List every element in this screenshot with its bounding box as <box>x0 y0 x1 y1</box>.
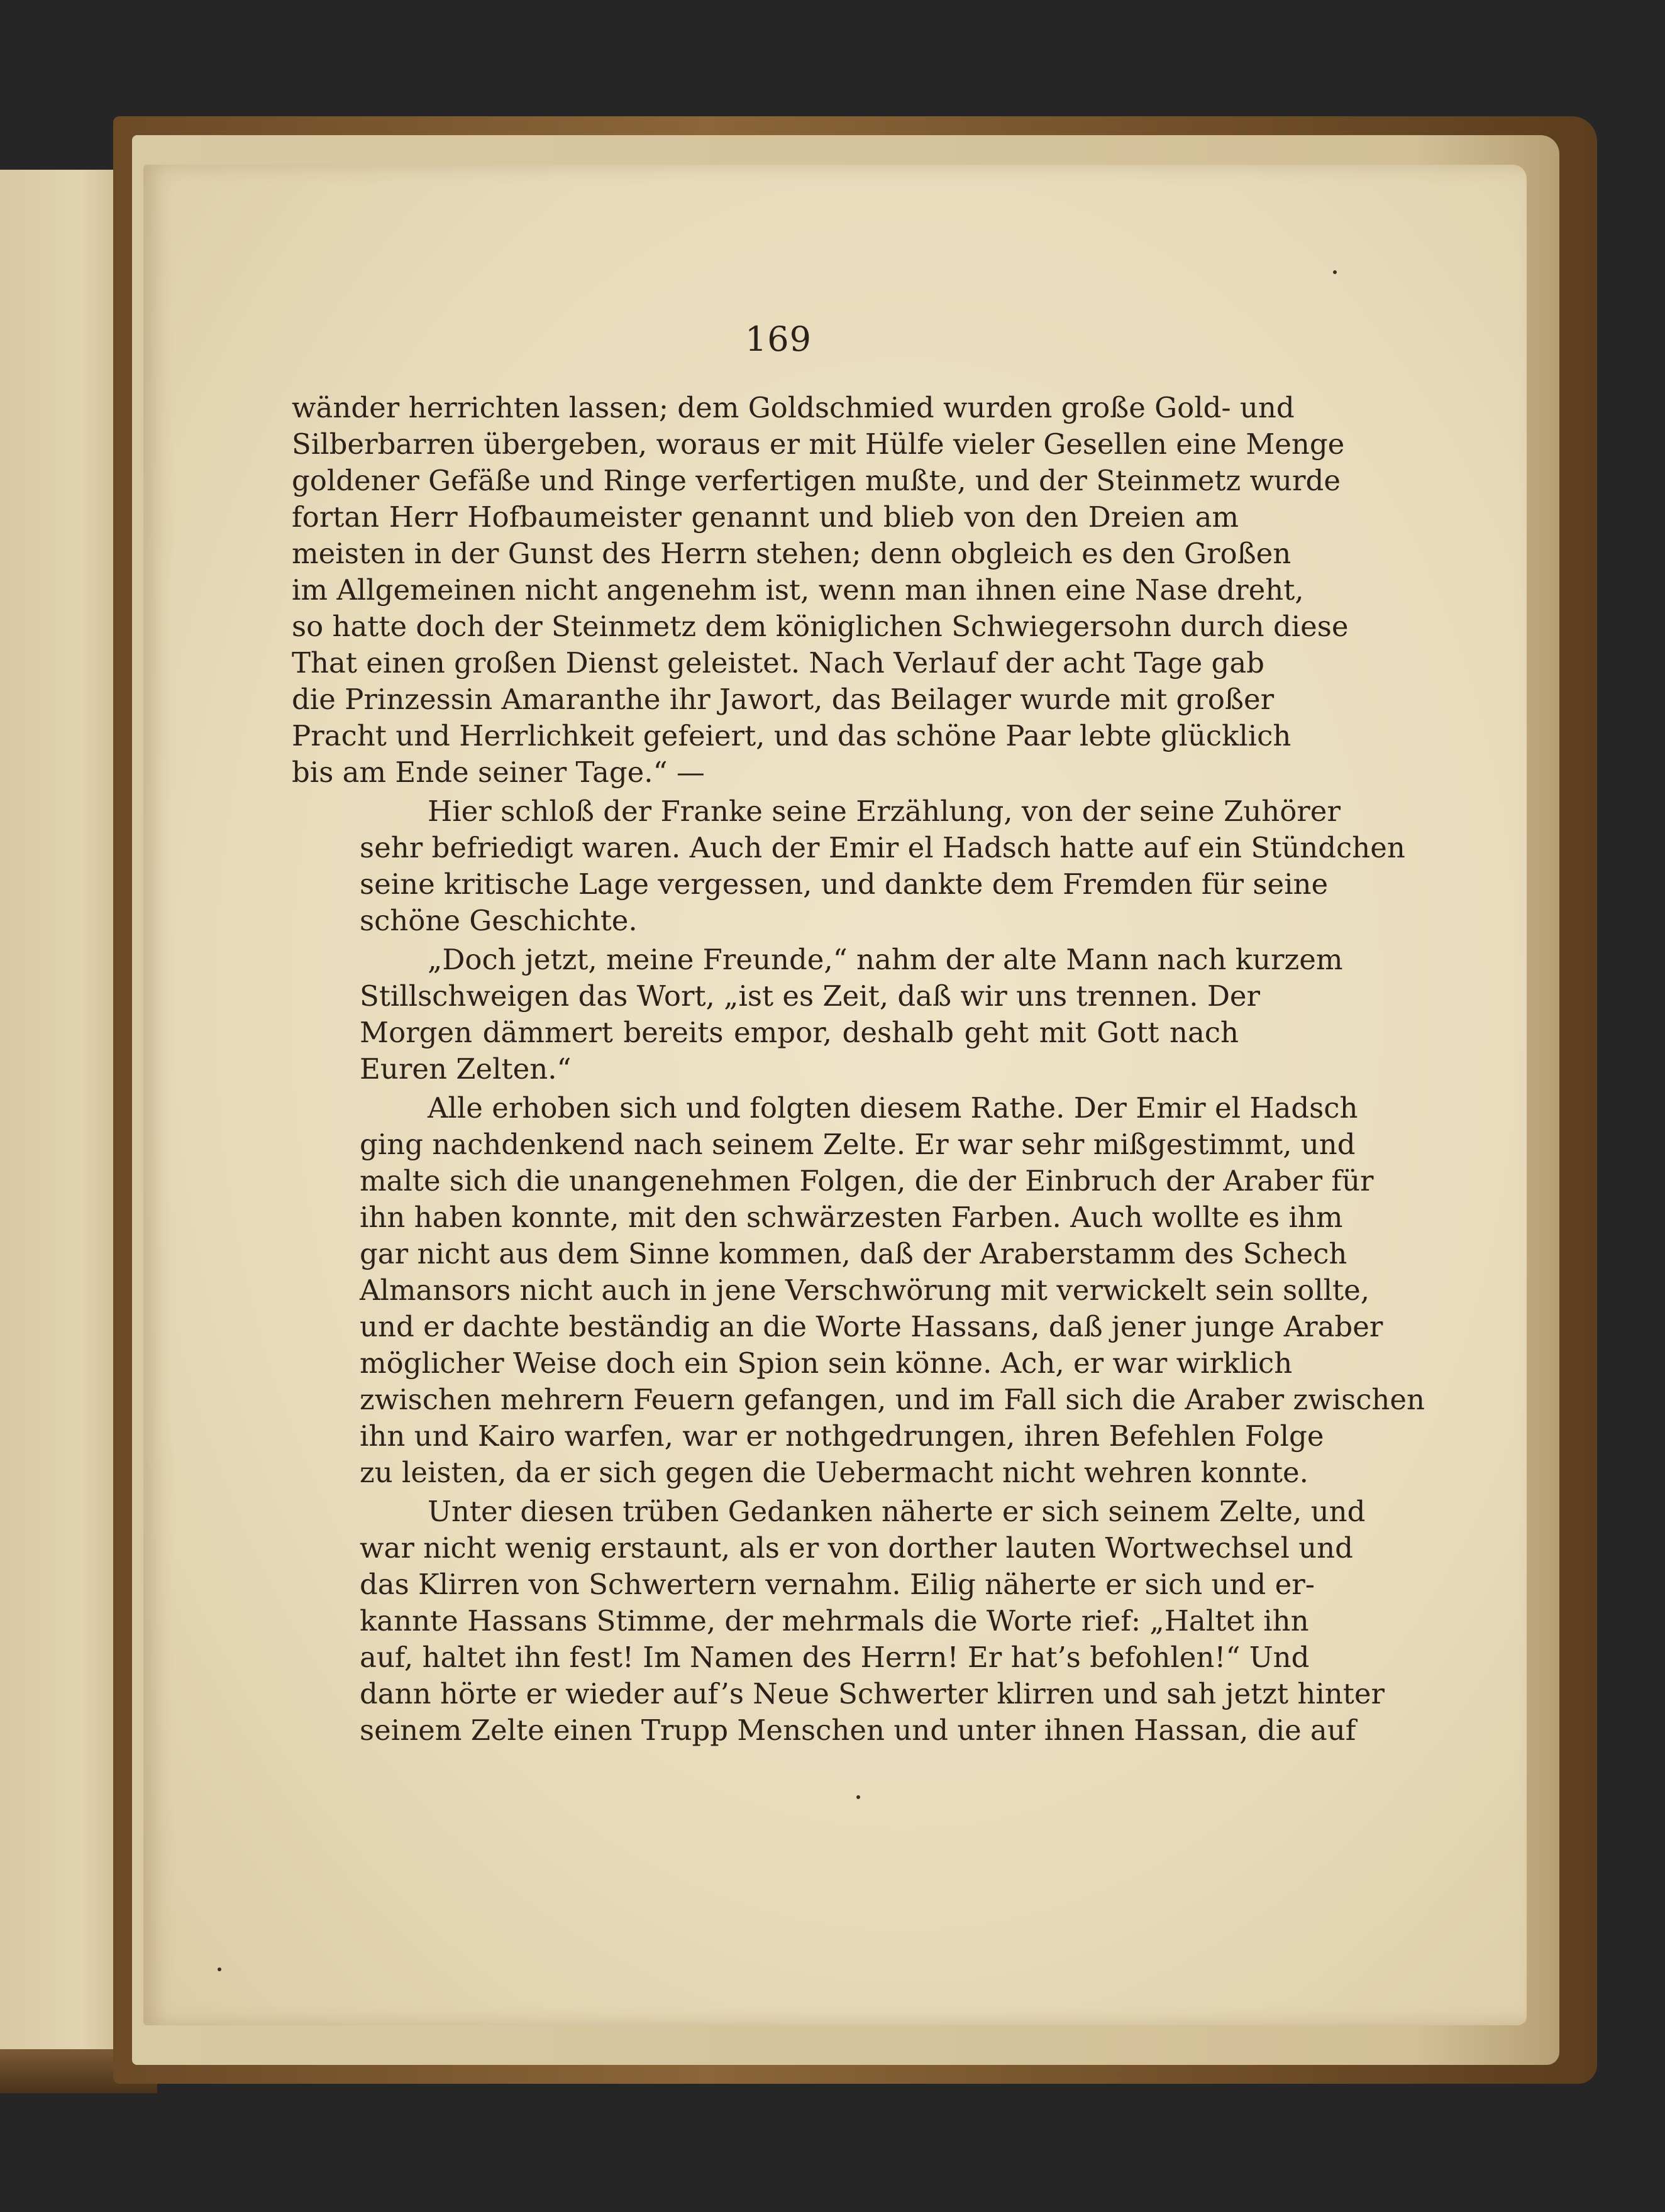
text-line: die Prinzessin Amaranthe ihr Jawort, das Beilager wurde mit großer <box>292 683 1275 716</box>
text-line: fortan Herr Hofbaumeister genannt und blieb von den Dreien am <box>292 500 1239 534</box>
text-line: ihn haben konnte, mit den schwärzesten Farben. Auch wollte es ihm <box>360 1201 1343 1234</box>
text-line: Pracht und Herrlichkeit gefeiert, und das schöne Paar lebte glücklich <box>292 719 1292 752</box>
text-line: Alle erhoben sich und folgten diesem Rathe. Der Emir el Hadsch <box>428 1091 1358 1125</box>
text-line: war nicht wenig erstaunt, als er von dorther lauten Wortwechsel und <box>360 1531 1353 1565</box>
text-line: Morgen dämmert bereits empor, deshalb geht mit Gott nach <box>360 1016 1239 1049</box>
text-line: malte sich die unangenehmen Folgen, die der Einbruch der Araber für <box>360 1164 1374 1197</box>
text-line: kannte Hassans Stimme, der mehrmals die Worte rief: „Haltet ihn <box>360 1604 1309 1637</box>
text-line: zu leisten, da er sich gegen die Uebermacht nicht wehren konnte. <box>360 1456 1308 1489</box>
text-line: ihn und Kairo warfen, war er nothgedrungen, ihren Befehlen Folge <box>360 1419 1324 1453</box>
text-line: „Doch jetzt, meine Freunde,“ nahm der alte Mann nach kurzem <box>428 943 1343 976</box>
text-line: Stillschweigen das Wort, „ist es Zeit, daß wir uns trennen. Der <box>360 979 1261 1013</box>
page-number: 169 <box>744 319 812 359</box>
text-line: That einen großen Dienst geleistet. Nach Verlauf der acht Tage gab <box>292 646 1264 680</box>
text-line: so hatte doch der Steinmetz dem königlichen Schwiegersohn durch diese <box>292 610 1349 643</box>
paper-speck <box>856 1795 860 1799</box>
text-line: Unter diesen trüben Gedanken näherte er sich seinem Zelte, und <box>428 1495 1366 1528</box>
paragraph <box>292 942 1343 1087</box>
text-line: ging nachdenkend nach seinem Zelte. Er war sehr mißgestimmt, und <box>360 1128 1356 1161</box>
text-line: Silberbarren übergeben, woraus er mit Hülfe vieler Gesellen eine Menge <box>292 427 1345 461</box>
text-line: möglicher Weise doch ein Spion sein könne. Ach, er war wirklich <box>360 1346 1293 1380</box>
paragraph <box>292 1090 1425 1491</box>
text-line: seine kritische Lage vergessen, und dankte dem Fremden für seine <box>360 867 1329 901</box>
text-line: Hier schloß der Franke seine Erzählung, von der seine Zuhörer <box>428 795 1341 828</box>
paper-speck <box>1333 270 1337 274</box>
text-line: bis am Ende seiner Tage.“ — <box>292 756 705 789</box>
text-line: Euren Zelten.“ <box>360 1052 572 1086</box>
text-line: wänder herrichten lassen; dem Goldschmied wurden große Gold- und <box>292 391 1295 424</box>
body-text <box>292 390 1425 1749</box>
paper-speck <box>218 1967 221 1971</box>
text-line: zwischen mehrern Feuern gefangen, und im Fall sich die Araber zwischen <box>360 1383 1425 1416</box>
text-line: Almansors nicht auch in jene Verschwörung mit verwickelt sein sollte, <box>360 1274 1370 1307</box>
text-line: schöne Geschichte. <box>360 904 638 937</box>
text-line: gar nicht aus dem Sinne kommen, daß der Araberstamm des Schech <box>360 1237 1347 1270</box>
text-line: sehr befriedigt waren. Auch der Emir el Hadsch hatte auf ein Stündchen <box>360 831 1405 864</box>
paragraph <box>292 390 1349 791</box>
text-line: meisten in der Gunst des Herrn stehen; denn obgleich es den Großen <box>292 537 1292 570</box>
text-line: und er dachte beständig an die Worte Hassans, daß jener junge Araber <box>360 1310 1383 1343</box>
paragraph <box>292 793 1405 939</box>
text-line: das Klirren von Schwertern vernahm. Eilig näherte er sich und er- <box>360 1568 1315 1601</box>
text-line: goldener Gefäße und Ringe verfertigen mußte, und der Steinmetz wurde <box>292 464 1341 497</box>
text-line: dann hörte er wieder auf’s Neue Schwerter klirren und sah jetzt hinter <box>360 1677 1385 1710</box>
text-line: im Allgemeinen nicht angenehm ist, wenn man ihnen eine Nase dreht, <box>292 573 1304 607</box>
text-line: seinem Zelte einen Trupp Menschen und unter ihnen Hassan, die auf <box>360 1714 1356 1747</box>
text-line: auf, haltet ihn fest! Im Namen des Herrn! Er hat’s befohlen!“ Und <box>360 1641 1310 1674</box>
paragraph <box>292 1494 1385 1749</box>
